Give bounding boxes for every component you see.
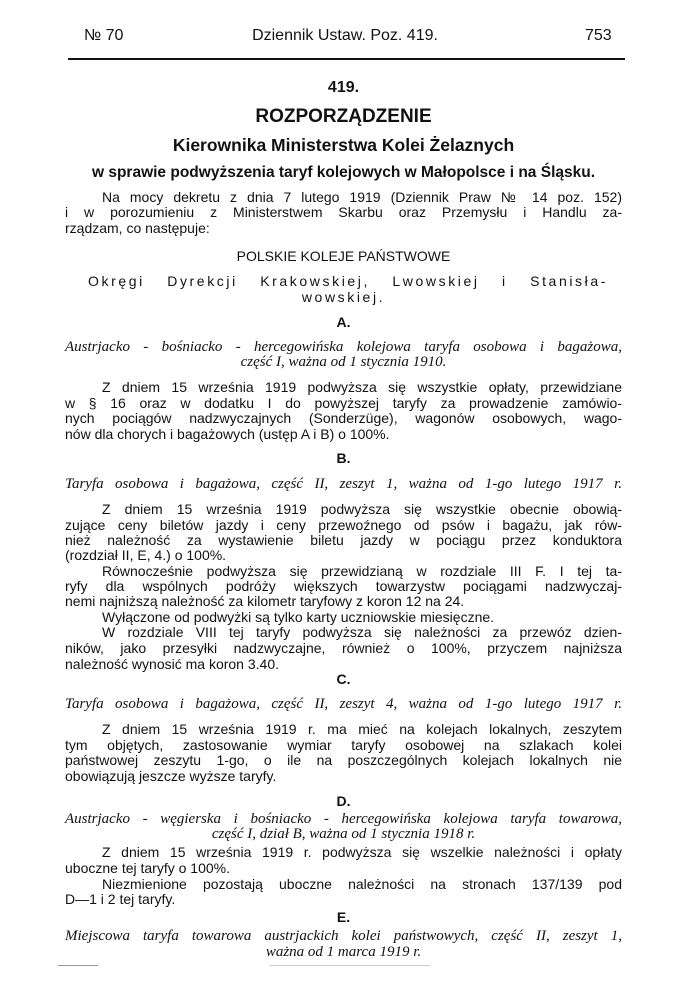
section-heading-d-line: D. bbox=[336, 793, 351, 809]
section-e-title-line: Miejscowa taryfa towarowa austrjackich kolei państwowych, część II, zeszyt 1, bbox=[65, 928, 622, 944]
section-b-paragraph-line: Równocześnie podwyższa się przewidzianą w rozdziale III F. I tej ta- bbox=[102, 563, 622, 579]
journal-title: Dziennik Ustaw. Poz. 419. bbox=[252, 27, 438, 44]
section-b-paragraph-line: zujące ceny biletów jazdy i ceny przewoźnego od psów i bagażu, jak rów- bbox=[65, 517, 622, 533]
intro-paragraph-line: Na mocy dekretu z dnia 7 lutego 1919 (Dziennik Praw № 14 poz. 152) bbox=[102, 189, 622, 205]
section-a-paragraph-line: Z dniem 15 września 1919 podwyższa się wszystkie opłaty, przewidziane bbox=[102, 379, 622, 395]
section-e-title-line: ważna od 1 marca 1919 r. bbox=[265, 944, 422, 960]
section-c-paragraph-line: obowiązują jeszcze wyższe taryfy. bbox=[65, 768, 277, 784]
section-b-paragraph-line: należność wynosić ma koron 3.40. bbox=[65, 656, 279, 672]
intro-paragraph-line: rządzam, co następuje: bbox=[65, 220, 210, 236]
section-d-paragraph-line: D—1 i 2 tej taryfy. bbox=[65, 891, 176, 907]
intro-paragraph-line: i w porozumieniu z Ministerstwem Skarbu oraz Przemysłu i Handlu za- bbox=[65, 204, 622, 220]
page-number: 753 bbox=[585, 27, 612, 44]
subject-line: w sprawie podwyższenia taryf kolejowych w Małopolsce i na Śląsku. bbox=[91, 164, 596, 181]
districts-line: Okręgi Dyrekcji Krakowskiej, Lwowskiej i Stanisła- bbox=[88, 273, 608, 289]
section-c-paragraph-line: Z dniem 15 września 1919 r. ma mieć na kolejach lokalnych, zeszytem bbox=[102, 721, 622, 737]
districts-line: wowskiej. bbox=[301, 289, 386, 305]
section-b-paragraph-line: ników, jako przesyłki nadzwyczajne, również o 100%, przyczem najniższa bbox=[65, 640, 622, 656]
footer-rule bbox=[270, 965, 430, 966]
railway-name-line: POLSKIE KOLEJE PAŃSTWOWE bbox=[236, 248, 451, 264]
section-c-paragraph-line: państwowej zeszytu 1-go, o ile na poszczególnych kolejach lokalnych nie bbox=[65, 752, 622, 768]
section-a-paragraph-line: nych pociągów nadzwyczajnych (Sonderzüge), wagonów osobowych, wago- bbox=[65, 410, 622, 426]
header-rule bbox=[68, 58, 625, 60]
section-d-paragraph-line: Niezmienione pozostają uboczne należności na stronach 137/139 pod bbox=[102, 876, 622, 892]
section-heading-a-line: A. bbox=[336, 314, 351, 330]
section-b-paragraph-line: nemi najniższą należność za kilometr taryfowy z koron 12 na 24. bbox=[65, 593, 465, 609]
section-a-paragraph-line: nów dla chorych i bagażowych (ustęp A i B) o 100%. bbox=[65, 426, 390, 442]
section-d-title-line: część I, dział B, ważna od 1 stycznia 1918 r. bbox=[211, 826, 476, 842]
section-d-title-line: Austrjacko - węgierska i bośniacko - hercegowińska kolejowa taryfa towarowa, bbox=[65, 811, 622, 827]
section-c-title-line: Taryfa osobowa i bagażowa, część II, zeszyt 4, ważna od 1-go lutego 1917 r. bbox=[65, 696, 622, 712]
section-b-paragraph-line: nież należność za wystawienie biletu jazdy w pociągu przez konduktora bbox=[65, 532, 622, 548]
footer-rule bbox=[58, 965, 98, 966]
section-heading-e-line: E. bbox=[336, 909, 351, 925]
section-c-paragraph-line: tym objętych, zastosowanie wymiar taryfy osobowej na szlakach kolei bbox=[65, 737, 622, 753]
issue-number: № 70 bbox=[84, 27, 124, 44]
section-a-title-line: Austrjacko - bośniacko - hercegowińska kolejowa taryfa osobowa i bagażowa, bbox=[65, 339, 622, 355]
section-b-paragraph-line: Wyłączone od podwyżki są tylko karty uczniowskie miesięczne. bbox=[102, 609, 495, 625]
section-b-paragraph-line: (rozdział II, E, 4.) o 100%. bbox=[65, 547, 227, 563]
section-b-paragraph-line: Z dniem 15 września 1919 podwyższa się wszystkie obecnie obowią- bbox=[102, 501, 622, 517]
section-a-title-line: część I, ważna od 1 stycznia 1910. bbox=[240, 354, 447, 370]
issuing-authority-line: Kierownika Ministerstwa Kolei Żelaznych bbox=[172, 135, 515, 155]
section-b-paragraph-line: ryfy dla wspólnych podróży większych towarzystw pociągami nadzwyczaj- bbox=[65, 578, 622, 594]
section-heading-b-line: B. bbox=[336, 450, 351, 466]
document-type-line: ROZPORZĄDZENIE bbox=[255, 106, 432, 127]
section-d-paragraph-line: uboczne tej taryfy o 100%. bbox=[65, 860, 230, 876]
section-b-title-line: Taryfa osobowa i bagażowa, część II, zeszyt 1, ważna od 1-go lutego 1917 r. bbox=[65, 476, 622, 492]
section-a-paragraph-line: w § 16 oraz w dodatku I do powyższej taryfy za prowadzenie zamówio- bbox=[65, 395, 622, 411]
section-b-paragraph-line: W rozdziale VIII tej taryfy podwyższa się należności za przewóz dzien- bbox=[102, 624, 622, 640]
section-d-paragraph-line: Z dniem 15 września 1919 r. podwyższa się wszelkie należności i opłaty bbox=[102, 844, 622, 860]
section-number-line: 419. bbox=[327, 79, 360, 96]
section-heading-c-line: C. bbox=[336, 671, 351, 687]
